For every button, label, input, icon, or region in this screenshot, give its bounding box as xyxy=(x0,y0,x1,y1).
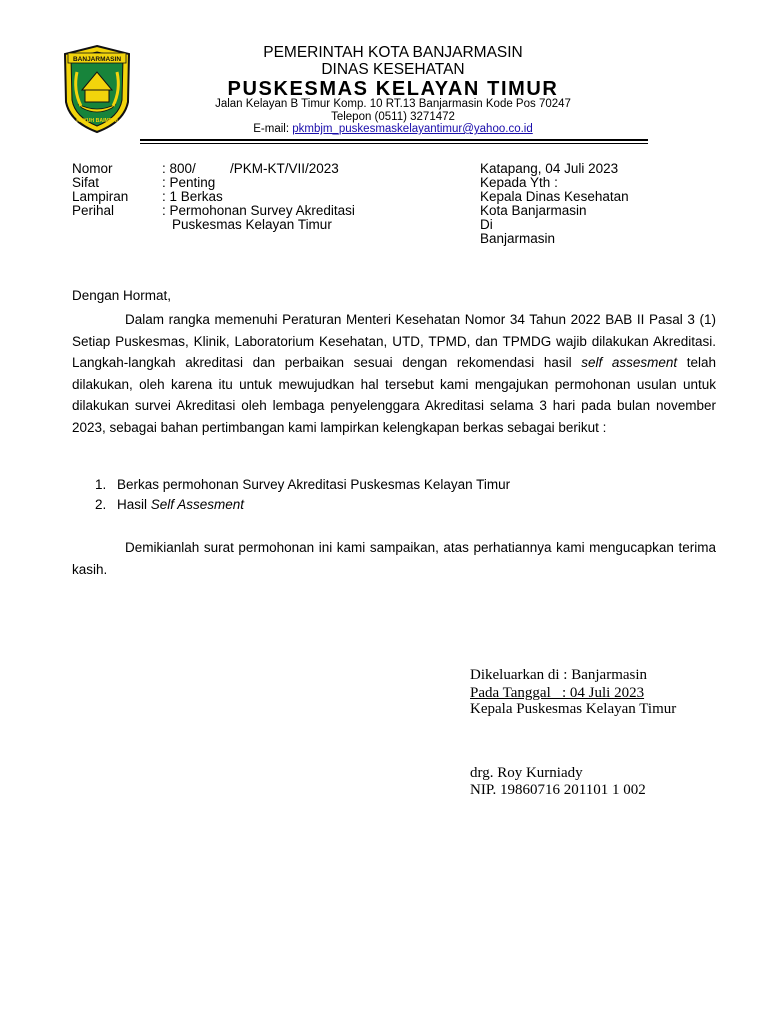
meta-label-sifat: Sifat xyxy=(72,175,100,190)
signature-position: Kepala Puskesmas Kelayan Timur xyxy=(470,701,677,717)
closing-text: Demikianlah surat permohonan ini kami sampaikan, atas perhatiannya kami mengucapkan terima kasih. xyxy=(72,540,716,577)
letterhead-address: Jalan Kelayan B Timur Komp. 10 RT.13 Banjarmasin Kode Pos 70247 xyxy=(215,98,571,110)
recipient-di: Di xyxy=(480,217,493,232)
list-item-number: 1. xyxy=(95,477,107,492)
email-label: E-mail: xyxy=(253,123,290,135)
main-paragraph-italic: self assesment xyxy=(581,355,678,370)
meta-label-nomor: Nomor xyxy=(72,161,113,176)
letterhead-government: PEMERINTAH KOTA BANJARMASIN xyxy=(263,44,523,61)
signature-date: Pada Tanggal : 04 Juli 2023 xyxy=(470,685,645,701)
main-paragraph-part1: Dalam rangka memenuhi Peraturan Menteri Kesehatan Nomor 34 Tahun 2022 BAB II Pasal 3 (1) Setiap Puskesmas, Klinik, Laboratorium Kesehatan, UTD, TPMD, dan TPMDG wajib dilakukan Akreditasi. Langkah-langkah akreditasi dan perbaikan sesuai dengan rekomendasi hasil xyxy=(72,312,716,370)
recipient-name: Kepala Dinas Kesehatan xyxy=(480,189,629,204)
meta-label-lampiran: Lampiran xyxy=(72,189,129,204)
letterhead-divider-thick xyxy=(140,139,648,141)
recipient-to: Kepada Yth : xyxy=(480,175,558,190)
signatory-name: drg. Roy Kurniady xyxy=(470,765,583,781)
meta-nomor-code: /PKM-KT/VII/2023 xyxy=(230,161,339,176)
meta-perihal-line1: : Permohonan Survey Akreditasi xyxy=(162,203,355,218)
email-link[interactable]: pkmbjm_puskesmaskelayantimur@yahoo.co.id xyxy=(292,123,533,135)
letterhead-institution: PUSKESMAS KELAYAN TIMUR xyxy=(227,78,559,100)
city-emblem-logo xyxy=(62,44,132,134)
list-item-text: Berkas permohonan Survey Akreditasi Puskesmas Kelayan Timur xyxy=(117,477,511,492)
signatory-nip: NIP. 19860716 201101 1 002 xyxy=(470,782,646,798)
list-item-italic: Self Assesment xyxy=(150,497,245,512)
emblem-top-text: BANJARMASIN xyxy=(72,56,122,63)
emblem-bottom-text: KAYUH BAIMBAI xyxy=(76,118,118,124)
recipient-city-org: Kota Banjarmasin xyxy=(480,203,587,218)
meta-sifat-value: : Penting xyxy=(162,175,216,190)
list-item-number: 2. xyxy=(95,497,107,512)
letterhead-department: DINAS KESEHATAN xyxy=(321,61,465,78)
list-item xyxy=(95,475,510,495)
list-item xyxy=(95,495,244,515)
letter-date: Katapang, 04 Juli 2023 xyxy=(480,161,619,176)
closing-paragraph xyxy=(72,537,716,580)
main-paragraph-part2: telah dilakukan, oleh karena itu untuk mewujudkan hal tersebut kami mengajukan permohonan usulan untuk dilakukan survei Akreditasi oleh lembaga penyelenggara Akreditasi selama 3 hari pada bulan november 2023, sebagai bahan pertimbangan kami lampirkan kelengkapan berkas sebagai berikut : xyxy=(72,355,716,435)
meta-perihal-line2: Puskesmas Kelayan Timur xyxy=(172,217,332,232)
meta-nomor-prefix: : 800/ xyxy=(162,161,196,176)
emblem-svg xyxy=(62,44,132,134)
list-item-text: Hasil xyxy=(117,497,151,512)
signature-issued-at: Dikeluarkan di : Banjarmasin xyxy=(470,667,648,683)
letterhead-email-line xyxy=(160,122,626,136)
meta-label-perihal: Perihal xyxy=(72,203,115,218)
meta-lampiran-value: : 1 Berkas xyxy=(162,189,223,204)
letterhead-phone: Telepon (0511) 3271472 xyxy=(331,111,455,123)
greeting: Dengan Hormat, xyxy=(72,288,172,303)
recipient-place: Banjarmasin xyxy=(480,231,556,246)
main-paragraph xyxy=(72,309,716,438)
letterhead-divider-thin xyxy=(140,143,648,144)
